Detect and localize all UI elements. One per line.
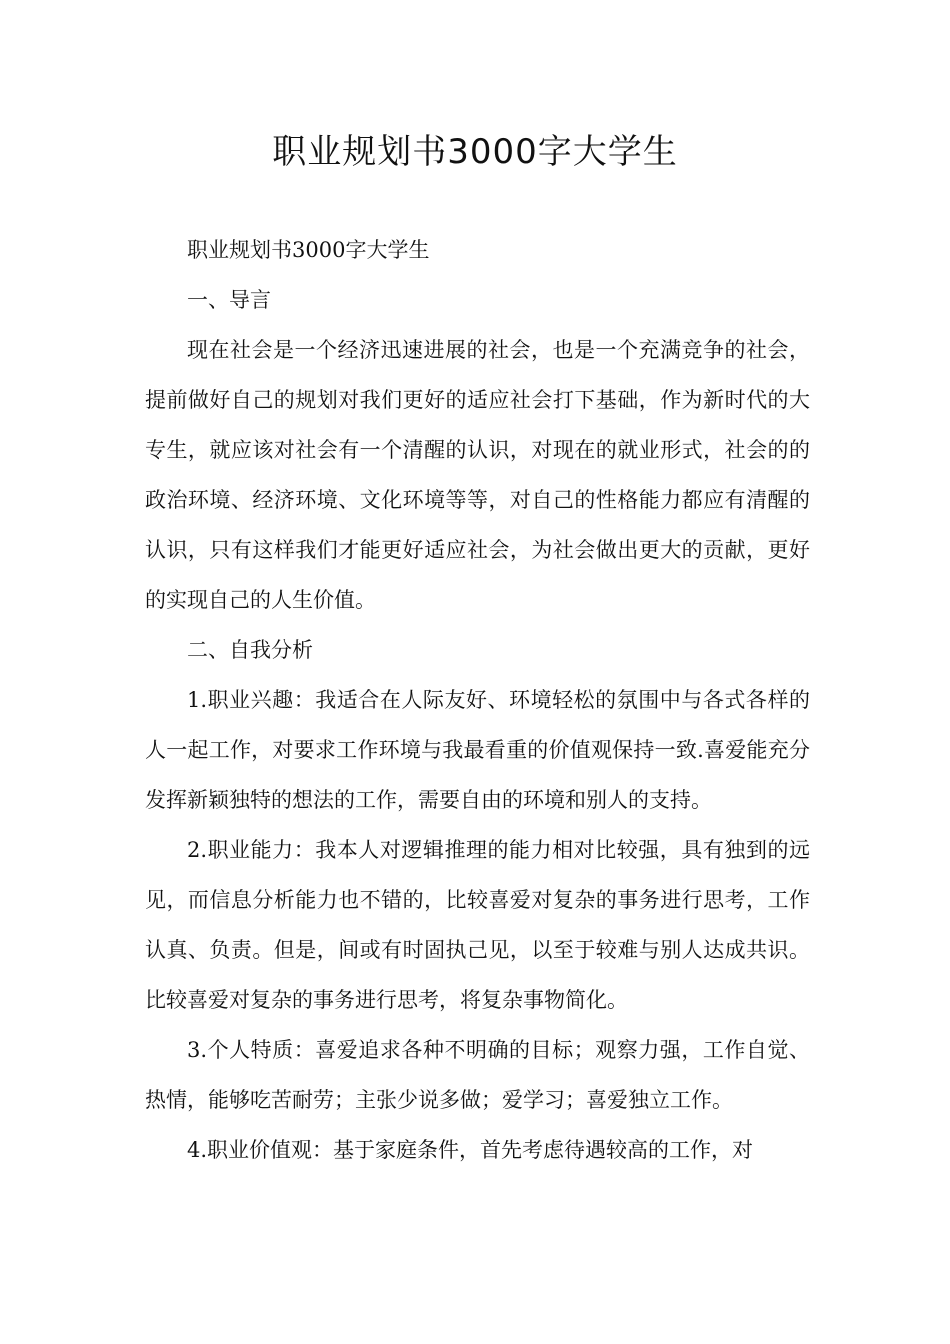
paragraph-subtitle: 职业规划书3000字大学生	[187, 238, 430, 262]
paragraph-career-interest: 1.职业兴趣：我适合在人际友好、环境轻松的氛围中与各式各样的人一起工作，对要求工作环境与我最看重的价值观保持一致.喜爱能充分发挥新颖独特的想法的工作，需要自由的环境和别人的支持。	[145, 688, 810, 812]
heading-self-analysis: 二、自我分析	[187, 638, 313, 662]
paragraph-personal-traits: 3.个人特质：喜爱追求各种不明确的目标；观察力强，工作自觉、热情，能够吃苦耐劳；主张少说多做；爱学习；喜爱独立工作。	[145, 1038, 810, 1112]
paragraph-career-values: 4.职业价值观：基于家庭条件，首先考虑待遇较高的工作，对	[187, 1138, 754, 1162]
paragraph-introduction: 现在社会是一个经济迅速进展的社会，也是一个充满竞争的社会，提前做好自己的规划对我们更好的适应社会打下基础，作为新时代的大专生，就应该对社会有一个清醒的认识，对现在的就业形式，社会的的政治环境、经济环境、文化环境等等，对自己的性格能力都应有清醒的认识，只有这样我们才能更好适应社会，为社会做出更大的贡献，更好的实现自己的人生价值。	[145, 338, 810, 612]
paragraph-career-ability: 2.职业能力：我本人对逻辑推理的能力相对比较强，具有独到的远见，而信息分析能力也不错的，比较喜爱对复杂的事务进行思考，工作认真、负责。但是，间或有时固执己见，以至于较难与别人达成共识。比较喜爱对复杂的事务进行思考，将复杂事物简化。	[145, 838, 810, 1012]
document-body	[145, 225, 810, 1175]
heading-introduction: 一、导言	[187, 288, 271, 312]
document-title: 职业规划书3000字大学生	[272, 132, 678, 172]
